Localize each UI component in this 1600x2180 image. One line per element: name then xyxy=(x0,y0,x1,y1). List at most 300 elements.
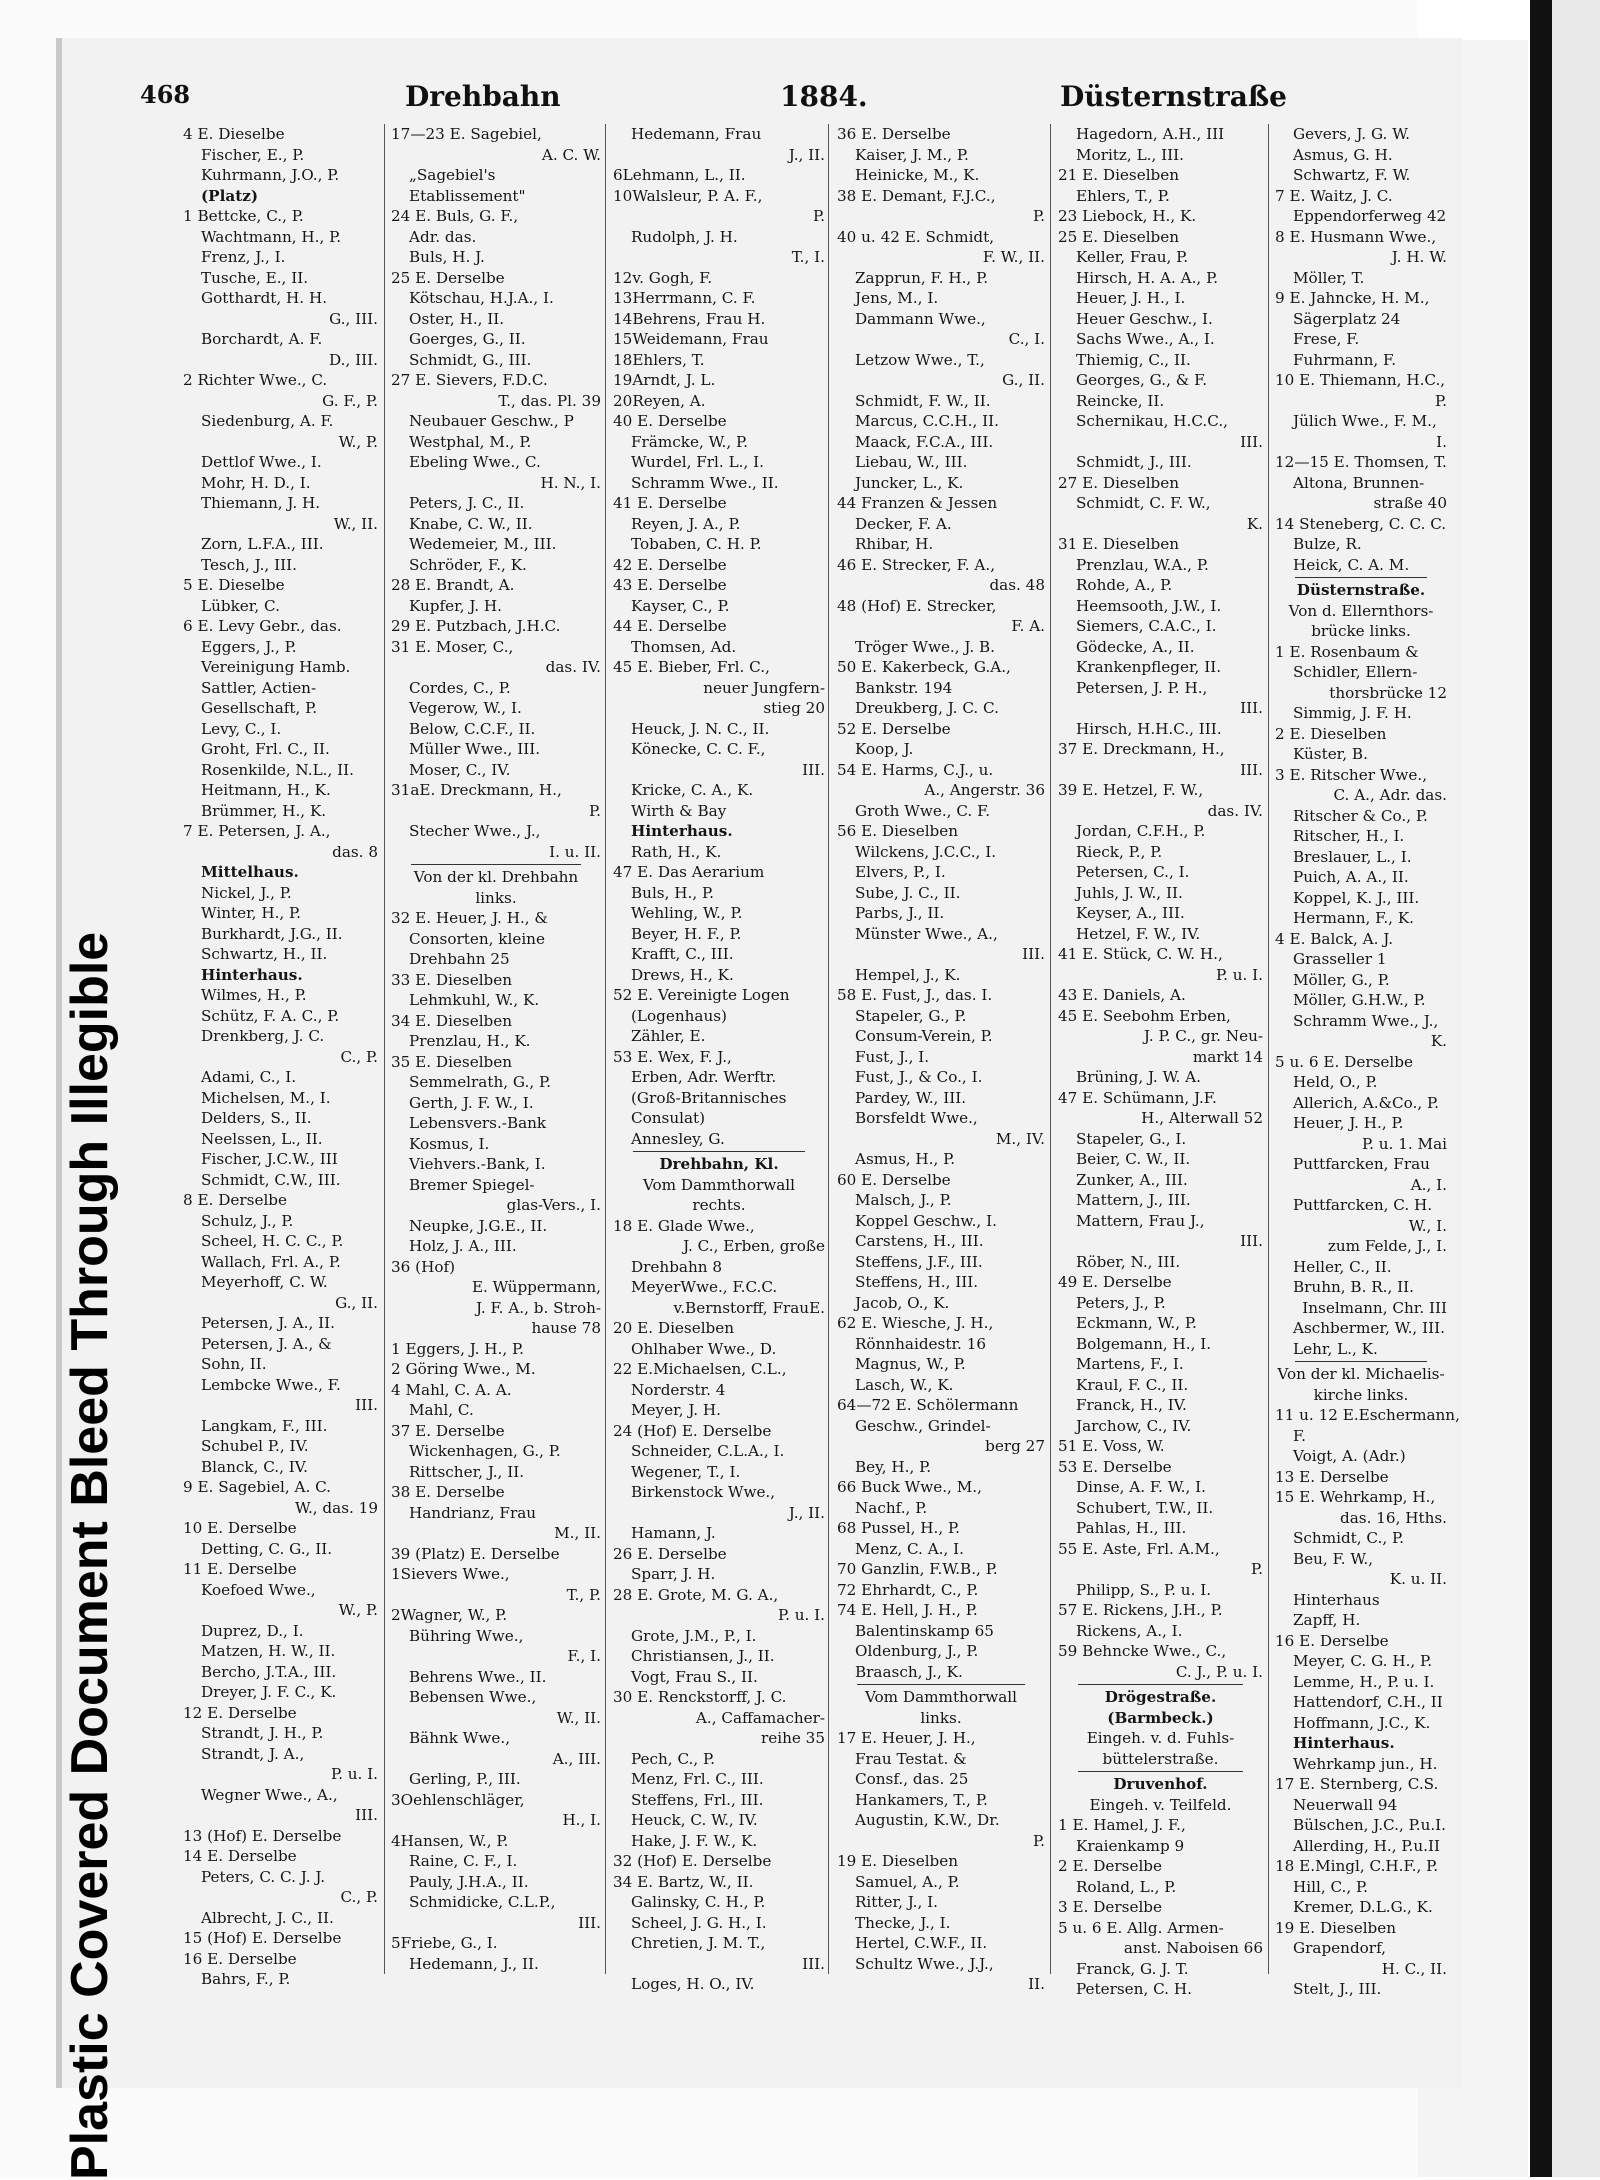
directory-entry: 32 (Hof) E. Derselbe xyxy=(613,1852,772,1870)
directory-entry: Buls, H., P. xyxy=(631,883,714,902)
directory-entry: Keyser, A., III. xyxy=(1076,904,1185,922)
directory-entry: Wilmes, H., P. xyxy=(201,986,307,1004)
directory-entry: Heemsooth, J.W., I. xyxy=(1076,596,1222,615)
directory-entry: J., II. xyxy=(788,1503,825,1522)
directory-entry: 8 E. Husmann Wwe., xyxy=(1275,227,1437,246)
directory-entry: Von der kl. Michaelis- xyxy=(1277,1365,1445,1383)
directory-entry: 4Hansen, W., P. xyxy=(391,1831,509,1850)
directory-entry: Jacob, O., K. xyxy=(855,1293,950,1312)
directory-entry: Brüning, J. W. A. xyxy=(1076,1068,1201,1086)
directory-entry: G., II. xyxy=(1002,371,1045,389)
directory-entry: Schröder, F., K. xyxy=(409,555,527,574)
directory-entry: 23 Liebock, H., K. xyxy=(1058,207,1197,225)
directory-entry: 8 E. Derselbe xyxy=(183,1191,288,1209)
directory-entry: Thiemann, J. H. xyxy=(201,494,321,512)
directory-entry: 30 E. Renckstorff, J. C. xyxy=(613,1688,787,1706)
directory-entry: P. xyxy=(813,207,825,225)
directory-entry: Behrens Wwe., II. xyxy=(409,1667,547,1686)
directory-entry: Drenkberg, J. C. xyxy=(201,1027,325,1045)
directory-entry: 35 E. Dieselben xyxy=(391,1052,513,1071)
directory-entry: Wedemeier, M., III. xyxy=(409,535,557,553)
page-number: 468 xyxy=(140,80,191,109)
directory-entry: W., P. xyxy=(338,432,378,451)
directory-entry: J. F. A., b. Stroh- xyxy=(475,1298,601,1317)
directory-entry: 2 Göring Wwe., M. xyxy=(391,1360,536,1378)
directory-entry: Consum-Verein, P. xyxy=(855,1027,993,1045)
directory-entry: büttelerstraße. xyxy=(1102,1749,1219,1768)
directory-entry: Strandt, J. A., xyxy=(201,1744,305,1763)
directory-entry: Stecher Wwe., J., xyxy=(409,822,541,840)
directory-entry: Delders, S., II. xyxy=(201,1109,312,1127)
directory-entry: W., II. xyxy=(333,514,378,533)
directory-entry: 17 E. Sternberg, C.S. xyxy=(1275,1775,1439,1793)
directory-entry: Holz, J. A., III. xyxy=(409,1237,517,1255)
directory-entry: Steffens, Frl., III. xyxy=(631,1790,764,1809)
directory-entry: Koop, J. xyxy=(855,740,914,758)
directory-entry: Möller, G.H.W., P. xyxy=(1293,991,1426,1009)
directory-entry: 72 Ehrhardt, C., P. xyxy=(837,1580,979,1599)
directory-entry: Allerding, H., P.u.II xyxy=(1293,1836,1440,1855)
directory-entry: Lehr, L., K. xyxy=(1293,1339,1378,1358)
directory-entry: Parbs, J., II. xyxy=(855,904,945,922)
directory-entry: Jarchow, C., IV. xyxy=(1076,1416,1192,1435)
directory-entry: Petersen, C. H. xyxy=(1076,1980,1192,1998)
column-6 xyxy=(1275,124,1460,1998)
directory-entry: Heinicke, M., K. xyxy=(855,166,980,184)
directory-entry: Dammann Wwe., xyxy=(855,309,986,328)
directory-entry: 22 E.Michaelsen, C.L., xyxy=(613,1360,787,1378)
directory-entry: 14 Steneberg, C. C. C. xyxy=(1275,514,1447,533)
directory-entry: Kraienkamp 9 xyxy=(1076,1836,1185,1855)
directory-entry: Möller, T. xyxy=(1293,268,1365,287)
directory-entry: Reyen, J. A., P. xyxy=(631,514,741,533)
section-divider xyxy=(1295,1361,1427,1362)
directory-entry: Koppel, K. J., III. xyxy=(1293,888,1420,907)
directory-entry: Wegner Wwe., A., xyxy=(201,1785,338,1804)
directory-entry: markt 14 xyxy=(1192,1047,1263,1066)
directory-entry: Beier, C. W., II. xyxy=(1076,1150,1191,1168)
directory-entry: 31aE. Dreckmann, H., xyxy=(391,781,562,799)
directory-entry: neuer Jungfern- xyxy=(703,678,825,697)
directory-entry: 19 E. Dieselben xyxy=(1275,1918,1397,1937)
directory-entry: 9 E. Jahncke, H. M., xyxy=(1275,289,1430,307)
directory-entry: Galinsky, C. H., P. xyxy=(631,1893,766,1911)
directory-entry: Adami, C., I. xyxy=(201,1068,297,1086)
directory-entry: Samuel, A., P. xyxy=(855,1872,960,1891)
directory-entry: 15 (Hof) E. Derselbe xyxy=(183,1929,342,1947)
directory-entry: Rhibar, H. xyxy=(855,535,934,553)
directory-entry: 2Wagner, W., P. xyxy=(391,1606,508,1624)
street-title-right: Düsternstraße xyxy=(1060,80,1287,113)
directory-entry: Hill, C., P. xyxy=(1293,1877,1369,1896)
directory-entry: A., I. xyxy=(1410,1175,1447,1194)
directory-entry: J. C., Erben, große xyxy=(683,1237,825,1255)
directory-entry: Bahrs, F., P. xyxy=(201,1970,291,1988)
directory-entry: Menz, C. A., I. xyxy=(855,1539,964,1558)
directory-entry: 18Ehlers, T. xyxy=(613,350,705,369)
directory-entry: Hinterhaus. xyxy=(1293,1734,1395,1752)
directory-entry: Sube, J. C., II. xyxy=(855,883,961,902)
directory-entry: Borsfeldt Wwe., xyxy=(855,1109,978,1127)
directory-entry: 9 E. Sagebiel, A. C. xyxy=(183,1478,332,1496)
directory-entry: Geschw., Grindel- xyxy=(855,1416,991,1435)
directory-entry: Rittscher, J., II. xyxy=(409,1462,525,1481)
directory-entry: 25 E. Derselbe xyxy=(391,268,505,287)
directory-entry: 64—72 E. Schölermann xyxy=(837,1396,1019,1414)
directory-entry: Schubel P., IV. xyxy=(201,1437,309,1455)
directory-entry: Beyer, H. F., P. xyxy=(631,924,742,943)
directory-entry: Schmidt, J., III. xyxy=(1076,453,1192,471)
section-divider xyxy=(411,864,581,865)
directory-entry: Schubert, T.W., II. xyxy=(1076,1498,1214,1517)
directory-entry: Grote, J.M., P., I. xyxy=(631,1626,757,1645)
directory-entry: Consorten, kleine xyxy=(409,929,545,948)
directory-entry: 48 (Hof) E. Strecker, xyxy=(837,596,997,615)
section-divider xyxy=(1078,1684,1243,1685)
directory-entry: Von der kl. Drehbahn xyxy=(413,868,579,886)
directory-entry: Liebau, W., III. xyxy=(855,453,968,471)
directory-entry: G., II. xyxy=(335,1293,378,1312)
directory-entry: Küster, B. xyxy=(1293,745,1368,763)
directory-entry: Mohr, H. D., I. xyxy=(201,473,311,492)
directory-entry: 5Friebe, G., I. xyxy=(391,1934,498,1952)
directory-entry: Annesley, G. xyxy=(631,1129,725,1148)
directory-entry: Eppendorferweg 42 xyxy=(1293,207,1447,225)
directory-entry: 31 E. Dieselben xyxy=(1058,535,1180,553)
directory-entry: Krankenpfleger, II. xyxy=(1076,658,1222,676)
directory-entry: 28 E. Brandt, A. xyxy=(391,576,515,594)
directory-entry: Beu, F. W., xyxy=(1293,1549,1374,1568)
column-2 xyxy=(391,124,601,1984)
directory-entry: 59 Behncke Wwe., C., xyxy=(1058,1642,1227,1660)
directory-entry: Eggers, J., P. xyxy=(201,637,297,656)
directory-entry: 3Oehlenschläger, xyxy=(391,1790,525,1809)
directory-entry: 45 E. Seebohm Erben, xyxy=(1058,1006,1231,1025)
directory-entry: Maack, F.C.A., III. xyxy=(855,432,994,451)
directory-entry: W., P. xyxy=(338,1601,378,1619)
directory-entry: Carstens, H., III. xyxy=(855,1232,984,1250)
directory-entry: Mattern, Frau J., xyxy=(1076,1211,1205,1230)
directory-entry: Rosenkilde, N.L., II. xyxy=(201,760,354,779)
street-title-left: Drehbahn xyxy=(405,80,561,113)
directory-entry: links. xyxy=(475,888,517,907)
directory-entry: Heuck, J. N. C., II. xyxy=(631,719,770,738)
directory-entry: Möller, G., P. xyxy=(1293,970,1390,989)
directory-entry: Ritscher & Co., P. xyxy=(1293,806,1428,825)
directory-entry: 2 E. Derselbe xyxy=(1058,1857,1163,1875)
directory-entry: Pahlas, H., III. xyxy=(1076,1519,1187,1537)
directory-entry: Steffens, J.F., III. xyxy=(855,1252,983,1271)
directory-entry: 1Sievers Wwe., xyxy=(391,1565,510,1583)
directory-entry: 6Lehmann, L., II. xyxy=(613,166,746,184)
directory-entry: Heuck, C. W., IV. xyxy=(631,1811,758,1829)
directory-entry: Mahl, C. xyxy=(409,1401,474,1419)
directory-entry: Hinterhaus xyxy=(1293,1590,1380,1609)
directory-entry: Nickel, J., P. xyxy=(201,883,292,902)
directory-entry: W., I. xyxy=(1408,1216,1447,1235)
directory-entry: Främcke, W., P. xyxy=(631,432,749,451)
directory-entry: Pauly, J.H.A., II. xyxy=(409,1872,529,1891)
directory-entry: 4 E. Dieselbe xyxy=(183,125,285,143)
directory-entry: H., I. xyxy=(562,1811,601,1829)
column-rule xyxy=(384,124,385,1974)
directory-entry: 28 E. Grote, M. G. A., xyxy=(613,1585,779,1604)
directory-entry: G., III. xyxy=(329,309,378,328)
directory-entry: Koefoed Wwe., xyxy=(201,1580,316,1599)
directory-entry: 43 E. Daniels, A. xyxy=(1058,986,1186,1004)
directory-entry: Scheel, J. G. H., I. xyxy=(631,1913,767,1932)
directory-entry: „Sagebiel's xyxy=(409,166,496,184)
column-rule xyxy=(1268,124,1269,1974)
directory-entry: 7 E. Waitz, J. C. xyxy=(1275,186,1393,205)
directory-entry: Hinterhaus. xyxy=(201,965,303,984)
directory-entry: 43 E. Derselbe xyxy=(613,576,727,594)
directory-entry: straße 40 xyxy=(1373,494,1447,512)
directory-entry: Lübker, C. xyxy=(201,596,280,615)
directory-entry: Wurdel, Frl. L., I. xyxy=(631,453,764,471)
directory-entry: 16 E. Derselbe xyxy=(1275,1631,1389,1650)
directory-entry: Lembcke Wwe., F. xyxy=(201,1375,341,1394)
directory-entry: Meyerhoff, C. W. xyxy=(201,1273,328,1291)
directory-entry: Neupke, J.G.E., II. xyxy=(409,1216,548,1235)
directory-entry: 42 E. Derselbe xyxy=(613,555,727,574)
directory-entry: Bühring Wwe., xyxy=(409,1626,524,1645)
directory-entry: Petersen, J. A., & xyxy=(201,1334,332,1353)
directory-entry: 20Reyen, A. xyxy=(613,391,706,410)
directory-entry: Meyer, C. G. H., P. xyxy=(1293,1652,1433,1670)
directory-entry: Schneider, C.L.A., I. xyxy=(631,1442,785,1460)
directory-entry: 53 E. Derselbe xyxy=(1058,1457,1172,1476)
directory-entry: 20 E. Dieselben xyxy=(613,1319,735,1337)
directory-entry: Eingeh. v. d. Fuhls- xyxy=(1086,1729,1235,1747)
directory-entry: Fischer, E., P. xyxy=(201,145,305,164)
directory-entry: Erben, Adr. Werftr. xyxy=(631,1068,777,1086)
directory-entry: C., I. xyxy=(1008,330,1045,348)
directory-entry: K. u. II. xyxy=(1389,1570,1447,1588)
directory-entry: III. xyxy=(355,1806,378,1824)
directory-entry: (Logenhaus) xyxy=(631,1006,727,1025)
directory-entry: Vogt, Frau S., II. xyxy=(631,1667,758,1686)
directory-entry: Braasch, J., K. xyxy=(855,1662,963,1681)
directory-entry: 41 E. Derselbe xyxy=(613,494,727,512)
directory-entry: Stapeler, G., I. xyxy=(1076,1129,1187,1148)
directory-entry: 16 E. Derselbe xyxy=(183,1949,297,1968)
directory-entry: Kosmus, I. xyxy=(409,1134,490,1153)
directory-entry: das. IV. xyxy=(1207,801,1263,820)
directory-entry: Voigt, A. (Adr.) xyxy=(1293,1447,1406,1465)
directory-entry: Scheel, H. C. C., P. xyxy=(201,1232,344,1250)
directory-entry: 24 (Hof) E. Derselbe xyxy=(613,1421,772,1440)
directory-entry: Levy, C., I. xyxy=(201,719,282,738)
directory-entry: 49 E. Derselbe xyxy=(1058,1273,1172,1291)
directory-entry: G. F., P. xyxy=(322,391,378,410)
directory-entry: A., Angerstr. 36 xyxy=(924,781,1045,799)
directory-entry: Hagedorn, A.H., III xyxy=(1076,125,1225,143)
directory-entry: Ebeling Wwe., C. xyxy=(409,453,541,471)
directory-entry: Bruhn, B. R., II. xyxy=(1293,1278,1414,1296)
directory-entry: 45 E. Bieber, Frl. C., xyxy=(613,658,770,676)
directory-entry: Röber, N., III. xyxy=(1076,1252,1181,1271)
directory-entry: Schmidt, C. F. W., xyxy=(1076,494,1211,512)
directory-entry: Neuerwall 94 xyxy=(1293,1795,1398,1814)
directory-entry: 5 E. Dieselbe xyxy=(183,576,285,594)
directory-entry: Pardey, W., III. xyxy=(855,1088,967,1107)
side-label: Plastic Covered Document Bleed Through Illegible xyxy=(61,931,119,2180)
directory-entry: Oster, H., II. xyxy=(409,309,505,328)
directory-entry: 29 E. Putzbach, J.H.C. xyxy=(391,617,561,635)
directory-entry: Heuer, J. H., I. xyxy=(1076,289,1186,307)
directory-entry: Sohn, II. xyxy=(201,1355,267,1373)
directory-entry: (Groß-Britannisches xyxy=(631,1088,787,1107)
directory-entry: Letzow Wwe., T., xyxy=(855,350,985,369)
directory-entry: Kayser, C., P. xyxy=(631,596,730,615)
directory-entry: 52 E. Derselbe xyxy=(837,719,951,738)
directory-entry: 74 E. Hell, J. H., P. xyxy=(837,1601,978,1619)
directory-entry: 10Walsleur, P. A. F., xyxy=(613,186,763,205)
directory-entry: Tesch, J., III. xyxy=(201,555,297,574)
directory-entry: Steffens, H., III. xyxy=(855,1273,979,1291)
directory-entry: Meyer, J. H. xyxy=(631,1401,721,1419)
directory-entry: A., Caffamacher- xyxy=(695,1708,825,1727)
directory-entry: Frese, F. xyxy=(1293,330,1360,348)
directory-entry: Cordes, C., P. xyxy=(409,678,511,697)
directory-entry: Petersen, C., I. xyxy=(1076,863,1190,881)
directory-entry: 47 E. Das Aerarium xyxy=(613,863,765,881)
directory-entry: J., II. xyxy=(788,145,825,164)
directory-entry: C., P. xyxy=(340,1047,378,1066)
directory-entry: Winter, H., P. xyxy=(201,904,302,922)
directory-entry: Chretien, J. M. T., xyxy=(631,1934,766,1952)
directory-entry: M., II. xyxy=(554,1524,601,1542)
column-rule xyxy=(605,124,606,1974)
section-divider xyxy=(1078,1771,1243,1772)
directory-entry: Hake, J. F. W., K. xyxy=(631,1831,758,1850)
directory-entry: Lemme, H., P. u. I. xyxy=(1293,1672,1435,1691)
directory-entry: Georges, G., & F. xyxy=(1076,371,1208,389)
directory-entry: Frenz, J., I. xyxy=(201,248,286,266)
directory-entry: 36 E. Derselbe xyxy=(837,125,951,143)
directory-entry: Viehvers.-Bank, I. xyxy=(409,1155,546,1173)
column-rule xyxy=(828,124,829,1974)
directory-entry: 44 E. Derselbe xyxy=(613,617,727,635)
directory-entry: Gevers, J. G. W. xyxy=(1293,125,1410,143)
directory-entry: Bey, H., P. xyxy=(855,1457,932,1476)
directory-entry: W., II. xyxy=(556,1708,601,1727)
directory-entry: Kraul, F. C., II. xyxy=(1076,1375,1189,1394)
directory-entry: brücke links. xyxy=(1311,622,1411,640)
directory-entry: III. xyxy=(1240,1232,1263,1250)
directory-entry: Bulze, R. xyxy=(1293,535,1362,553)
directory-entry: Kricke, C. A., K. xyxy=(631,781,754,799)
directory-entry: Hattendorf, C.H., II xyxy=(1293,1693,1443,1711)
directory-entry: rechts. xyxy=(692,1196,746,1214)
directory-entry: Müller Wwe., III. xyxy=(409,740,541,758)
directory-entry: A., III. xyxy=(552,1749,601,1768)
directory-entry: Heuer Geschw., I. xyxy=(1076,309,1213,328)
directory-entry: MeyerWwe., F.C.C. xyxy=(631,1278,778,1296)
directory-entry: 1 E. Rosenbaum & xyxy=(1275,642,1419,661)
directory-entry: K. xyxy=(1246,514,1263,533)
directory-entry: Christiansen, J., II. xyxy=(631,1647,775,1665)
year-title: 1884. xyxy=(780,80,868,113)
directory-entry: Wilckens, J.C.C., I. xyxy=(855,842,997,861)
directory-entry: Menz, Frl. C., III. xyxy=(631,1770,764,1788)
directory-entry: 50 E. Kakerbeck, G.A., xyxy=(837,658,1011,676)
directory-entry: 18 E.Mingl, C.H.F., P. xyxy=(1275,1857,1439,1875)
directory-entry: Rohde, A., P. xyxy=(1076,576,1173,594)
directory-entry: Siemers, C.A.C., I. xyxy=(1076,617,1217,635)
directory-entry: Heitmann, H., K. xyxy=(201,781,331,799)
directory-entry: III. xyxy=(1240,760,1263,779)
directory-entry: Drehbahn, Kl. xyxy=(659,1155,779,1173)
directory-entry: 18 E. Glade Wwe., xyxy=(613,1216,755,1235)
directory-entry: H. C., II. xyxy=(1381,1959,1447,1978)
directory-entry: Moritz, L., III. xyxy=(1076,145,1184,164)
directory-entry: zum Felde, J., I. xyxy=(1327,1237,1447,1255)
directory-entry: Bankstr. 194 xyxy=(855,678,953,697)
column-1 xyxy=(183,124,378,1988)
directory-entry: Dettlof Wwe., I. xyxy=(201,453,322,471)
directory-entry: Frau Testat. & xyxy=(855,1749,967,1768)
directory-entry: 11 E. Derselbe xyxy=(183,1560,297,1578)
directory-entry: 68 Pussel, H., P. xyxy=(837,1519,960,1537)
directory-entry: Schmidt, C., P. xyxy=(1293,1529,1404,1547)
directory-entry: 27 E. Sievers, F.D.C. xyxy=(391,371,548,389)
directory-entry: 41 E. Stück, C. W. H., xyxy=(1058,945,1223,963)
directory-entry: 57 E. Rickens, J.H., P. xyxy=(1058,1601,1223,1619)
directory-entry: Thecke, J., I. xyxy=(855,1913,951,1932)
directory-entry: Heller, C., II. xyxy=(1293,1257,1392,1276)
directory-entry: F., I. xyxy=(567,1647,601,1665)
directory-entry: Mittelhaus. xyxy=(201,863,299,881)
directory-entry: Hetzel, F. W., IV. xyxy=(1076,924,1201,943)
directory-entry: C., P. xyxy=(340,1888,378,1906)
directory-entry: Hamann, J. xyxy=(631,1524,716,1542)
directory-entry: Fischer, J.C.W., III xyxy=(201,1150,338,1168)
directory-entry: III. xyxy=(802,1954,825,1973)
directory-entry: 5 u. 6 E. Allg. Armen- xyxy=(1058,1918,1224,1937)
directory-entry: Brümmer, H., K. xyxy=(201,801,327,820)
directory-entry: Bülschen, J.C., P.u.I. xyxy=(1293,1816,1447,1834)
directory-entry: Fust, J., & Co., I. xyxy=(855,1068,983,1086)
directory-entry: kirche links. xyxy=(1313,1385,1409,1404)
directory-entry: F. xyxy=(1293,1426,1306,1445)
directory-entry: 62 E. Wiesche, J. H., xyxy=(837,1314,994,1332)
directory-entry: Etablissement" xyxy=(409,186,526,205)
directory-entry: III. xyxy=(1240,699,1263,717)
directory-entry: Mattern, J., III. xyxy=(1076,1191,1191,1209)
directory-entry: 1 Bettcke, C., P. xyxy=(183,207,304,225)
directory-entry: 3 E. Derselbe xyxy=(1058,1898,1163,1916)
directory-entry: Schernikau, H.C.C., xyxy=(1076,412,1228,430)
directory-entry: Fust, J., I. xyxy=(855,1047,930,1066)
directory-entry: Pech, C., P. xyxy=(631,1749,715,1768)
column-4 xyxy=(837,124,1045,1993)
directory-entry: Schütz, F. A. C., P. xyxy=(201,1006,340,1025)
directory-entry: 60 E. Derselbe xyxy=(837,1170,951,1189)
directory-entry: F. W., II. xyxy=(982,248,1045,266)
directory-entry: 10 E. Thiemann, H.C., xyxy=(1275,371,1446,389)
directory-entry: I. xyxy=(1436,432,1447,451)
directory-entry: 13 (Hof) E. Derselbe xyxy=(183,1826,342,1845)
directory-entry: 26 E. Derselbe xyxy=(613,1544,727,1563)
directory-entry: Von d. Ellernthors- xyxy=(1288,601,1434,620)
directory-entry: Wachtmann, H., P. xyxy=(201,227,342,246)
directory-entry: Eingeh. v. Teilfeld. xyxy=(1089,1795,1232,1814)
directory-entry: Münster Wwe., A., xyxy=(855,924,998,943)
directory-entry: 2 Richter Wwe., C. xyxy=(183,371,328,389)
directory-entry: Rickens, A., I. xyxy=(1076,1621,1183,1640)
